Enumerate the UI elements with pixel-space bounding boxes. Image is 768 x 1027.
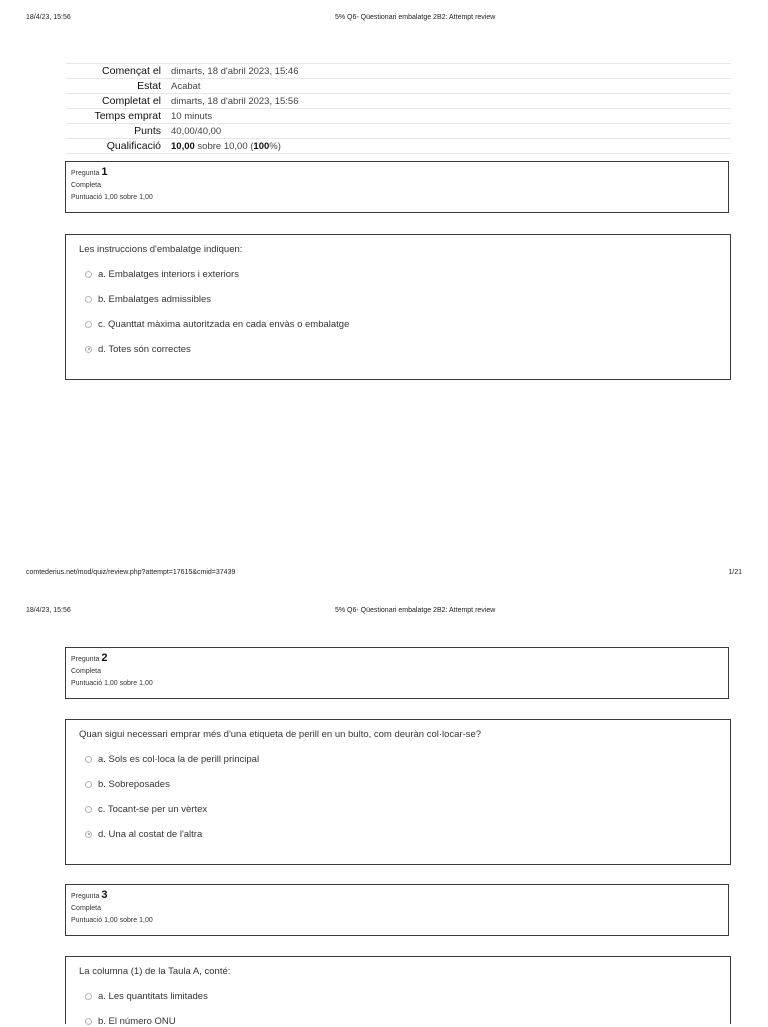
radio-button[interactable] bbox=[85, 271, 92, 278]
question-content-3 bbox=[65, 956, 731, 1027]
summary-value: Acabat bbox=[171, 80, 201, 92]
answer-option[interactable] bbox=[85, 318, 717, 330]
summary-label: Punts bbox=[134, 125, 161, 137]
question-content-2 bbox=[65, 719, 731, 865]
grade-label: Qualificació bbox=[106, 140, 161, 152]
summary-row bbox=[66, 109, 731, 124]
radio-button[interactable] bbox=[85, 756, 92, 763]
radio-button[interactable] bbox=[85, 321, 92, 328]
summary-value: 40,00/40,00 bbox=[171, 125, 222, 137]
question-number bbox=[71, 889, 723, 903]
summary-value: 10 minuts bbox=[171, 110, 213, 122]
question-number bbox=[71, 652, 723, 666]
question-prefix: Pregunta bbox=[71, 170, 100, 177]
question-state: Completa bbox=[71, 182, 101, 189]
question-mark: Puntuació 1,00 sobre 1,00 bbox=[71, 680, 153, 687]
option-label: a. Embalatges interiors i exteriors bbox=[98, 268, 239, 280]
question-mark: Puntuació 1,00 sobre 1,00 bbox=[71, 917, 153, 924]
answer-option[interactable] bbox=[85, 803, 717, 815]
summary-value: dimarts, 18 d'abril 2023, 15:56 bbox=[171, 95, 299, 107]
answer-option[interactable] bbox=[85, 1015, 717, 1027]
question-text: La columna (1) de la Taula A, conté: bbox=[79, 966, 231, 977]
grade-value bbox=[166, 139, 731, 154]
attempt-summary-table bbox=[66, 63, 731, 154]
answer-option[interactable] bbox=[85, 293, 717, 305]
radio-button[interactable] bbox=[85, 993, 92, 1000]
summary-row bbox=[66, 64, 731, 79]
summary-value: dimarts, 18 d'abril 2023, 15:46 bbox=[171, 65, 299, 77]
answer-option[interactable] bbox=[85, 990, 717, 1002]
question-info-1 bbox=[65, 161, 729, 213]
radio-button-selected[interactable] bbox=[85, 831, 92, 838]
option-label: c. Tocant-se per un vèrtex bbox=[98, 803, 208, 815]
radio-button[interactable] bbox=[85, 781, 92, 788]
print-page-number: 1/21 bbox=[728, 569, 742, 576]
question-number-value: 3 bbox=[101, 889, 108, 901]
summary-label: Completat el bbox=[102, 95, 161, 107]
summary-row bbox=[66, 94, 731, 109]
option-label: d. Una al costat de l'altra bbox=[98, 828, 203, 840]
print-url: comtederius.net/mod/quiz/review.php?attempt=17615&cmid=37439 bbox=[26, 569, 236, 576]
option-label: a. Les quantitats limitades bbox=[98, 990, 208, 1002]
question-content-1 bbox=[65, 234, 731, 380]
summary-label: Començat el bbox=[102, 65, 161, 77]
print-date: 18/4/23, 15:56 bbox=[26, 14, 71, 21]
grade-end: %) bbox=[269, 140, 281, 152]
print-header bbox=[0, 14, 768, 28]
question-number-value: 1 bbox=[101, 166, 108, 178]
question-state: Completa bbox=[71, 905, 101, 912]
question-info-2 bbox=[65, 647, 729, 699]
option-label: b. El número ONU bbox=[98, 1015, 176, 1027]
summary-row-grade bbox=[66, 139, 731, 154]
option-label: c. Quanttat màxima autoritzada en cada envàs o embalatge bbox=[98, 318, 350, 330]
option-label: d. Totes són correctes bbox=[98, 343, 191, 355]
answer-option[interactable] bbox=[85, 828, 717, 840]
radio-button[interactable] bbox=[85, 806, 92, 813]
option-label: b. Sobreposades bbox=[98, 778, 170, 790]
question-prefix: Pregunta bbox=[71, 656, 100, 663]
summary-label: Temps emprat bbox=[94, 110, 161, 122]
radio-button[interactable] bbox=[85, 296, 92, 303]
print-title: 5% Q6- Qüestionari embalatge 2B2: Attempt review bbox=[335, 14, 496, 21]
summary-row bbox=[66, 124, 731, 139]
answer-option[interactable] bbox=[85, 268, 717, 280]
question-info-3 bbox=[65, 884, 729, 936]
answer-option[interactable] bbox=[85, 753, 717, 765]
radio-button[interactable] bbox=[85, 1018, 92, 1025]
summary-label: Estat bbox=[137, 80, 161, 92]
question-number bbox=[71, 166, 723, 180]
print-header-page-2 bbox=[0, 607, 768, 621]
print-footer bbox=[0, 569, 768, 583]
question-number-value: 2 bbox=[101, 652, 108, 664]
answer-option[interactable] bbox=[85, 343, 717, 355]
summary-row bbox=[66, 79, 731, 94]
option-label: a. Sols es col·loca la de perill principal bbox=[98, 753, 260, 765]
question-text: Les instruccions d'embalatge indiquen: bbox=[79, 244, 243, 255]
question-text: Quan sigui necessari emprar més d'una etiqueta de perill en un bulto, com deuràn col·locar-se? bbox=[79, 729, 482, 740]
grade-percent: 100 bbox=[253, 140, 270, 152]
print-title: 5% Q6- Qüestionari embalatge 2B2: Attempt review bbox=[335, 607, 496, 614]
radio-button-selected[interactable] bbox=[85, 346, 92, 353]
option-label: b. Embalatges admissibles bbox=[98, 293, 211, 305]
grade-score: 10,00 bbox=[171, 140, 195, 152]
question-prefix: Pregunta bbox=[71, 893, 100, 900]
question-state: Completa bbox=[71, 668, 101, 675]
question-mark: Puntuació 1,00 sobre 1,00 bbox=[71, 194, 153, 201]
answer-option[interactable] bbox=[85, 778, 717, 790]
print-date: 18/4/23, 15:56 bbox=[26, 607, 71, 614]
grade-mid: sobre 10,00 ( bbox=[194, 140, 254, 152]
